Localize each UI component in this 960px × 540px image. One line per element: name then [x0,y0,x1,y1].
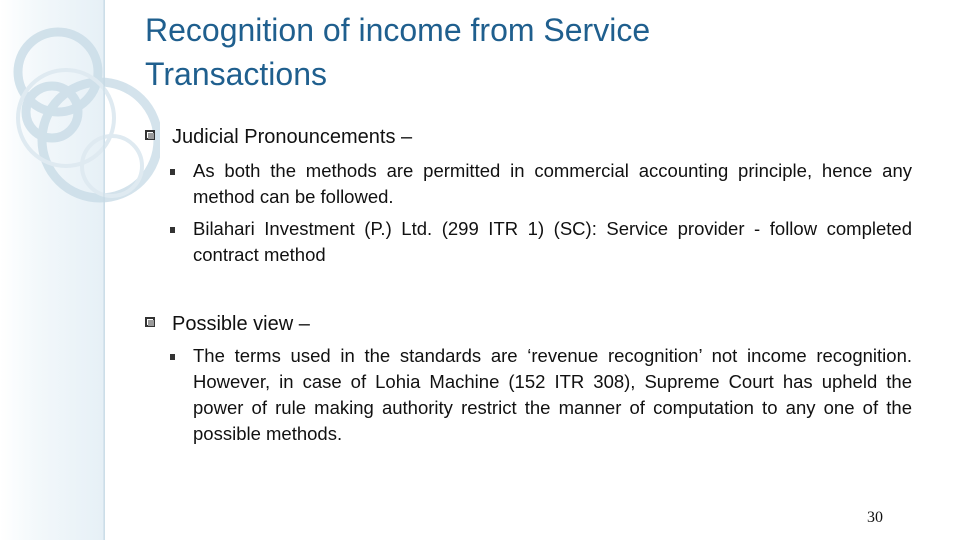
bullet-item [170,216,912,268]
square-bullet-icon [170,169,175,175]
bullet-text: As both the methods are permitted in commercial accounting principle, hence any method can be followed. [193,160,912,207]
square-bullet-icon [170,227,175,233]
section-heading-text: Possible view – [172,313,310,335]
square-bullet-icon [170,354,175,360]
title-line-2: Transactions [145,56,327,92]
bullet-item [170,158,912,210]
slide-title [145,8,845,96]
bullet-item [170,343,912,447]
decorative-circles-icon [0,0,160,540]
checkbox-bullet-icon [145,130,155,140]
section-heading-text: Judicial Pronouncements – [172,126,413,148]
page-number: 30 [867,509,883,526]
checkbox-bullet-icon [145,317,155,327]
bullet-text: Bilahari Investment (P.) Ltd. (299 ITR 1) (SC): Service provider - follow completed contract method [193,218,912,265]
title-line-1: Recognition of income from Service [145,12,651,48]
bullet-text: The terms used in the standards are ‘revenue recognition’ not income recognition. However, in case of Lohia Machine (152 ITR 308), Supreme Court has upheld the power of rule making authority restrict the manner of computation to any one of the possible methods. [193,345,912,444]
